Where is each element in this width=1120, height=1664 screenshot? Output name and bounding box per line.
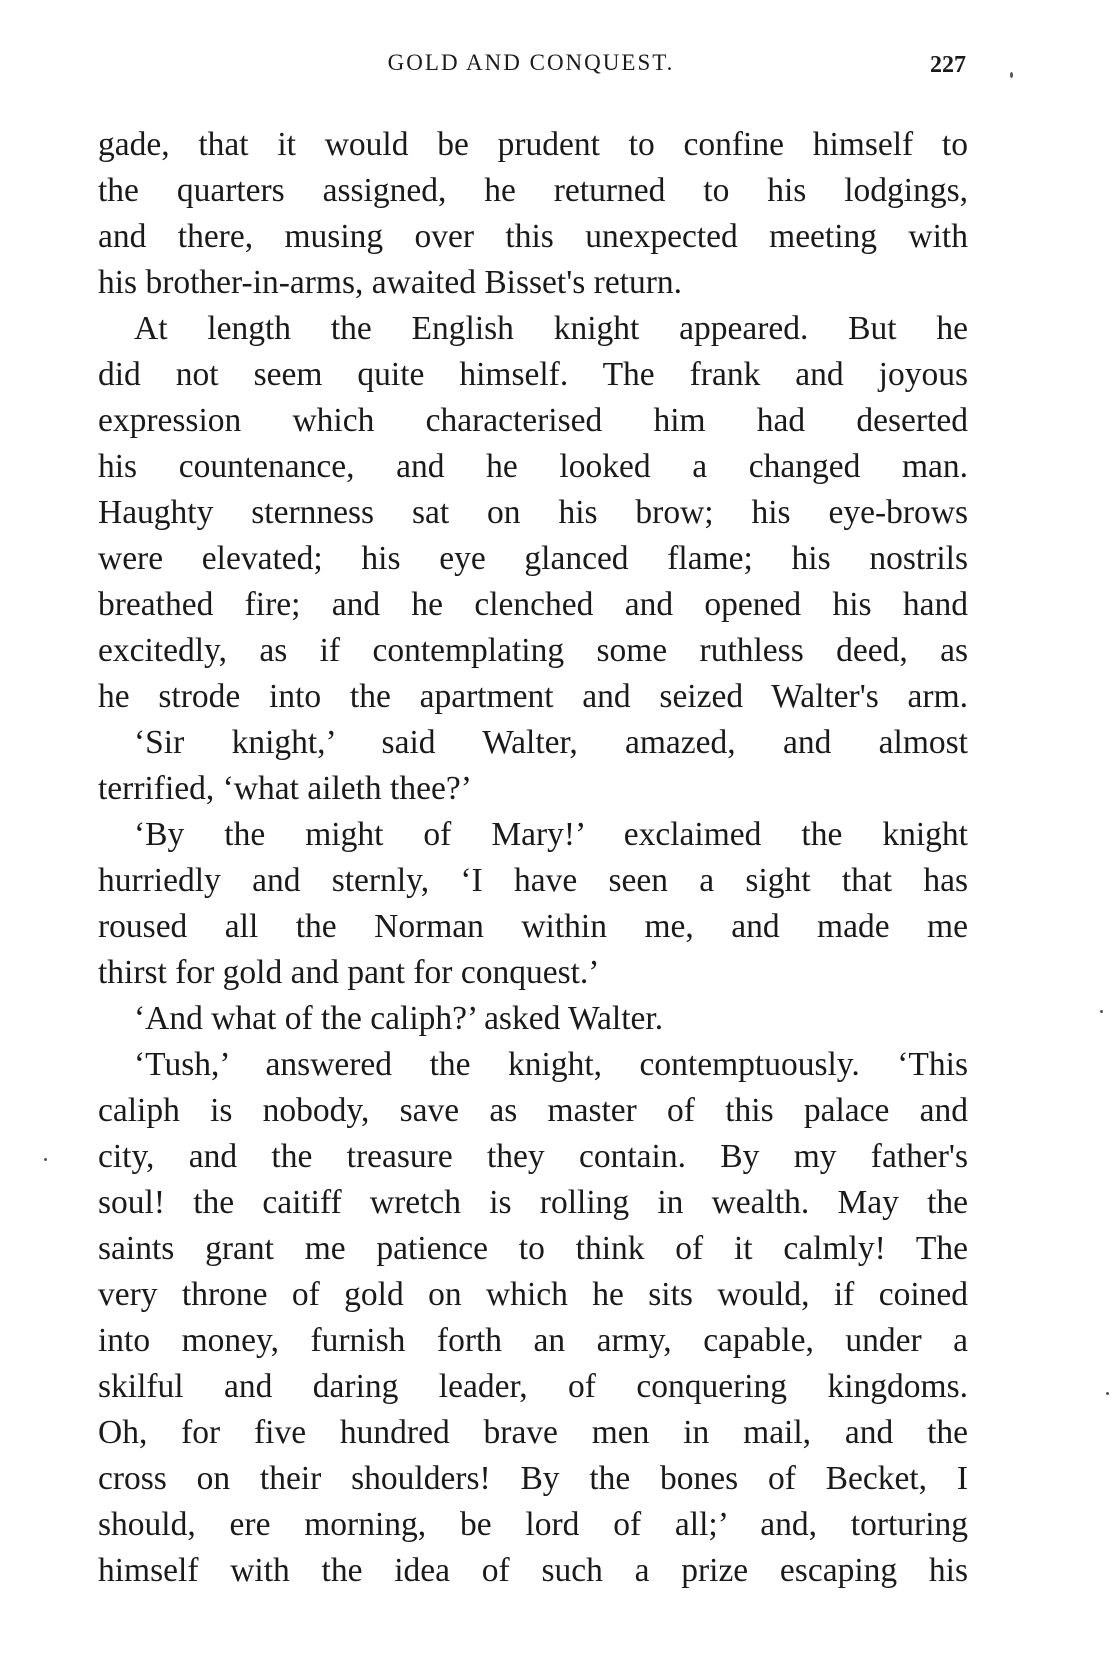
text-line: terrified, ‘what aileth thee?’	[98, 770, 472, 807]
text-line: the quarters assigned, he returned to his lodgings,	[98, 172, 968, 209]
text-line: cross on their shoulders! By the bones of Becket, I	[98, 1460, 968, 1497]
text-line: ‘Tush,’ answered the knight, contemptuously. ‘This	[134, 1046, 968, 1083]
text-line: into money, furnish forth an army, capable, under a	[98, 1322, 968, 1359]
text-line: skilful and daring leader, of conquering kingdoms.	[98, 1368, 968, 1405]
text-line: he strode into the apartment and seized Walter's arm.	[98, 678, 968, 715]
text-line: expression which characterised him had deserted	[98, 402, 968, 439]
page-number: 227	[930, 52, 966, 78]
print-speck	[1100, 1010, 1103, 1013]
text-line: ‘By the might of Mary!’ exclaimed the knight	[134, 816, 968, 853]
text-line: soul! the caitiff wretch is rolling in wealth. May the	[98, 1184, 968, 1221]
running-head: GOLD AND CONQUEST.	[387, 50, 675, 75]
text-line: gade, that it would be prudent to confine himself to	[98, 126, 968, 163]
text-line: city, and the treasure they contain. By my father's	[98, 1138, 968, 1175]
text-line: roused all the Norman within me, and made me	[98, 908, 968, 945]
text-line: ‘Sir knight,’ said Walter, amazed, and almost	[134, 724, 968, 761]
text-line: did not seem quite himself. The frank and joyous	[98, 356, 968, 393]
text-line: excitedly, as if contemplating some ruthless deed, as	[98, 632, 968, 669]
text-line: and there, musing over this unexpected meeting with	[98, 218, 968, 255]
print-speck	[44, 1158, 47, 1161]
text-line: were elevated; his eye glanced flame; his nostrils	[98, 540, 968, 577]
text-line: thirst for gold and pant for conquest.’	[98, 954, 600, 991]
print-speck	[1010, 72, 1013, 78]
body-text	[98, 122, 968, 1594]
text-line: himself with the idea of such a prize escaping his	[98, 1552, 968, 1589]
print-speck	[1106, 1392, 1109, 1395]
text-line: his brother-in-arms, awaited Bisset's return.	[98, 264, 683, 301]
text-line: At length the English knight appeared. But he	[134, 310, 968, 347]
text-line: caliph is nobody, save as master of this palace and	[98, 1092, 968, 1129]
text-line: Haughty sternness sat on his brow; his eye-brows	[98, 494, 968, 531]
text-line: saints grant me patience to think of it calmly! The	[98, 1230, 968, 1267]
text-line: ‘And what of the caliph?’ asked Walter.	[134, 1000, 664, 1037]
text-line: hurriedly and sternly, ‘I have seen a sight that has	[98, 862, 968, 899]
text-line: should, ere morning, be lord of all;’ and, torturing	[98, 1506, 968, 1543]
text-line: his countenance, and he looked a changed man.	[98, 448, 968, 485]
text-line: breathed fire; and he clenched and opened his hand	[98, 586, 968, 623]
page-header	[96, 50, 966, 86]
text-line: very throne of gold on which he sits would, if coined	[98, 1276, 968, 1313]
text-line: Oh, for five hundred brave men in mail, and the	[98, 1414, 968, 1451]
